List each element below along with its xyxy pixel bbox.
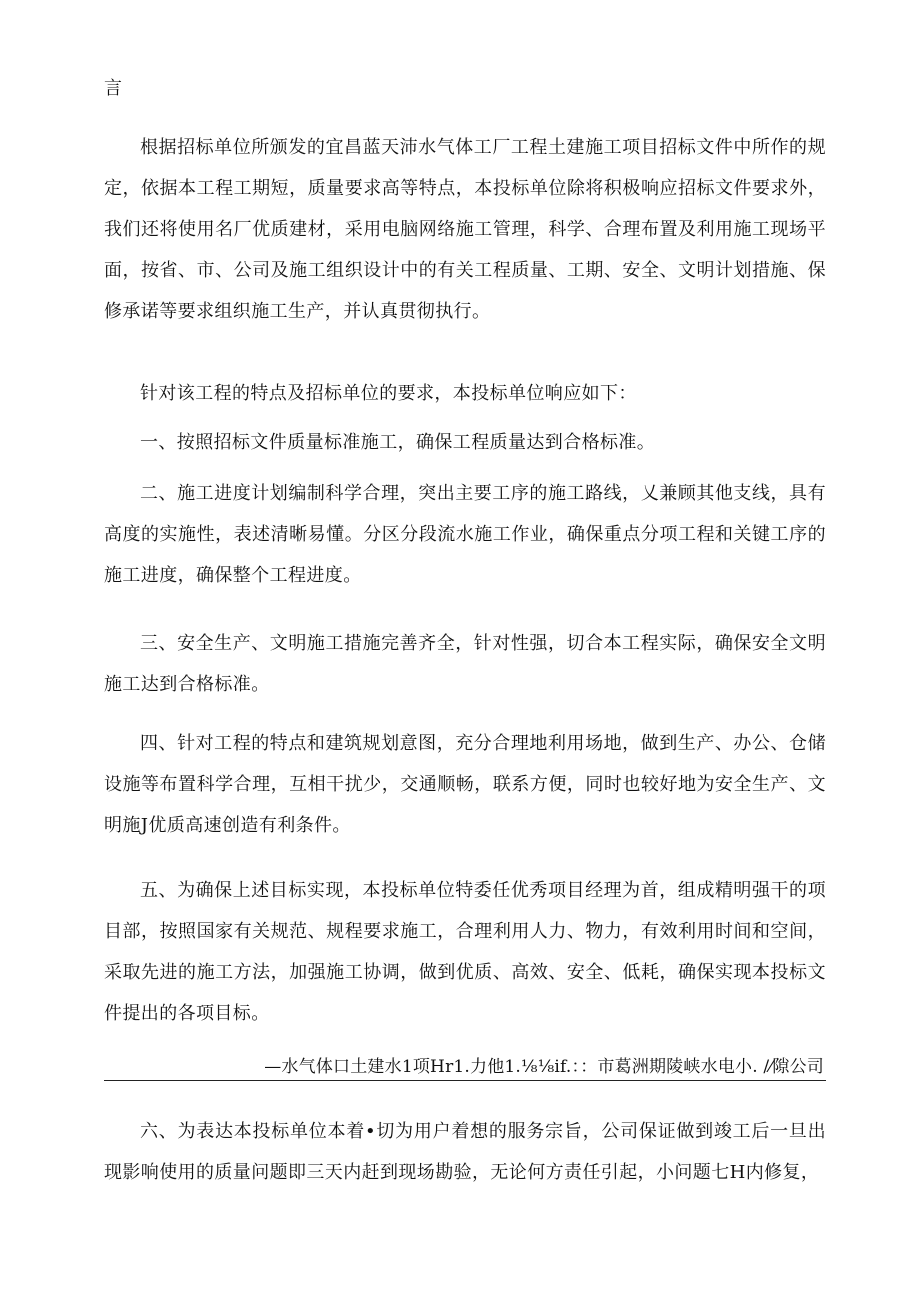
paragraph-item-2: 二、施工进度计划编制科学合理，突出主要工序的施工路线，乂兼顾其他支线，具有高度的实施性，表述清晰易懂。分区分段流水施工作业，确保重点分项工程和关键工序的施工进度，确保整个工程进度。 (104, 483, 826, 586)
paragraph-item-4: 四、针对工程的特点和建筑规划意图，充分合理地利用场地，做到生产、办公、仓储设施等布置科学合理，互相干扰少，交通顺畅，联系方便，同时也较好地为安全生产、文明施J优质高速创造有利条件。 (104, 733, 826, 836)
paragraph-intro: 根据招标单位所颁发的宜昌蓝天沛水气体工厂工程土建施工项目招标文件中所作的规定，依据本工程工期短，质量要求高等特点，本投标单位除将积极响应招标文件要求外，我们还将使用名厂优质建材，采用电脑网络施工管理，科学、合理布置及利用施工现场平面，按省、市、公司及施工组织设计中的有关工程质量、工期、安全、文明计划措施、保修承诺等要求组织施工生产，并认真贯彻执行。 (104, 137, 826, 322)
section-heading: 言 (104, 78, 122, 99)
paragraph-item-3: 三、安全生产、文明施工措施完善齐全，针对性强，切合本工程实际，确保安全文明施工达到合格标准。 (104, 633, 826, 695)
page-footer-text: —水气体口土建水1项Hr1.力他1.⅛⅛if.：：市葛洲期陵峡水电小. /⁄隙公司 (264, 1057, 824, 1077)
paragraph-item-6: 六、为表达本投标单位本着•切为用户着想的服务宗旨，公司保证做到竣工后一旦出现影响使用的质量问题即三天内赶到现场勘验，无论何方责任引起，小问题七H内修复， (104, 1121, 826, 1183)
paragraph-item-1: 一、按照招标文件质量标准施工，确保工程质量达到合格标准。 (140, 432, 656, 453)
footer-divider (104, 1080, 826, 1081)
paragraph-item-5: 五、为确保上述目标实现，本投标单位特委任优秀项目经理为首，组成精明强干的项目部，按照国家有关规范、规程要求施工，合理利用人力、物力，有效利用时间和空间，采取先进的施工方法，加强施工协调，做到优质、高效、安全、低耗，确保实现本投标文件提出的各项目标。 (104, 880, 826, 1024)
paragraph-response-intro: 针对该工程的特点及招标单位的要求，本投标单位响应如下： (140, 383, 637, 404)
